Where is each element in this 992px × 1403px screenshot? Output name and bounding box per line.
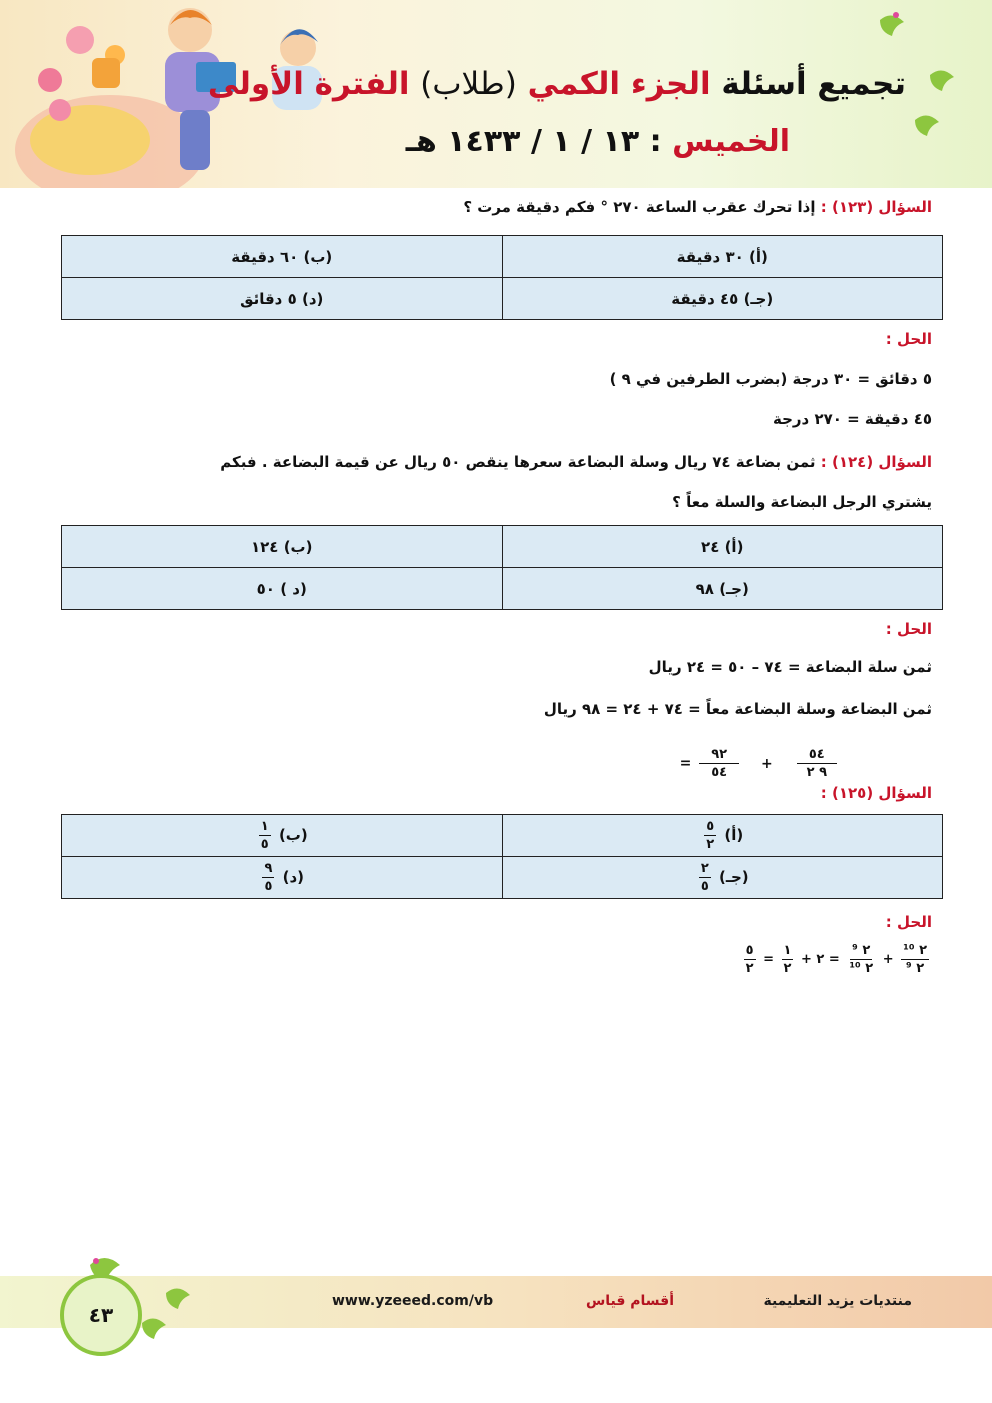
question-text: إذا تحرك عقرب الساعة ٢٧٠ ° فكم دقيقة مرت ؟ bbox=[463, 198, 816, 216]
fraction-numerator: ٥ bbox=[706, 819, 715, 834]
option-d bbox=[62, 857, 503, 899]
title-paren: (طلاب) bbox=[420, 66, 517, 102]
option-a bbox=[502, 815, 943, 857]
solution-fraction bbox=[744, 944, 756, 975]
option-label: (جـ) bbox=[719, 868, 749, 886]
expr-fraction-2 bbox=[699, 748, 739, 779]
equals-sign: = bbox=[679, 755, 692, 772]
question-123 bbox=[463, 198, 932, 216]
solution-expression bbox=[741, 944, 932, 975]
option-c bbox=[502, 857, 943, 899]
expr-fraction-1 bbox=[795, 748, 839, 779]
solution-line: ثمن سلة البضاعة = ٧٤ – ٥٠ = ٢٤ ريال bbox=[648, 658, 932, 676]
equals-term: = ٢ + bbox=[801, 952, 840, 967]
fraction-numerator: ٥ bbox=[745, 943, 754, 958]
fraction-denominator: ٢ bbox=[745, 961, 754, 976]
fraction-denominator: ٥ bbox=[260, 837, 269, 852]
option-fraction bbox=[259, 820, 271, 851]
fraction-denominator: ٢ bbox=[706, 837, 715, 852]
question-label: السؤال (١٢٣) : bbox=[820, 198, 932, 216]
solution-label: الحل : bbox=[885, 620, 932, 638]
option-c: (جـ) ٤٥ دقيقة bbox=[502, 278, 943, 320]
fraction-numerator: ٩٢ bbox=[699, 748, 739, 764]
title-highlight: الجزء الكمي bbox=[527, 66, 711, 102]
solution-line: ثمن البضاعة وسلة البضاعة معاً = ٧٤ + ٢٤ = ٩٨ ريال bbox=[543, 700, 932, 718]
page-number bbox=[60, 1274, 142, 1356]
fraction-numerator: ٥٤ bbox=[797, 748, 837, 764]
option-b: (ب) ٦٠ دقيقة bbox=[62, 236, 503, 278]
plus-sign: + bbox=[882, 952, 894, 967]
footer-section: أقسام قياس bbox=[585, 1293, 674, 1309]
solution-fraction bbox=[901, 944, 929, 975]
fraction-denominator: ٢ bbox=[783, 961, 792, 976]
solution-fraction bbox=[782, 944, 794, 975]
fraction-denominator: ٢ ⁹ bbox=[905, 961, 925, 976]
option-d: (د) ٥ دقائق bbox=[62, 278, 503, 320]
option-a: (أ) ٢٤ bbox=[502, 526, 943, 568]
page-number-text: ٤٣ bbox=[88, 1303, 114, 1327]
option-b bbox=[62, 815, 503, 857]
option-label: (أ) bbox=[724, 826, 744, 844]
title-part1: تجميع أسئلة bbox=[721, 66, 906, 102]
option-fraction bbox=[704, 820, 716, 851]
option-fraction bbox=[262, 862, 274, 893]
solution-label: الحل : bbox=[885, 913, 932, 931]
question-125-label bbox=[821, 784, 932, 802]
fraction-denominator: ٥٤ bbox=[711, 765, 728, 780]
option-label: (ب) bbox=[278, 826, 308, 844]
footer-forum-name: منتديات يزيد التعليمية bbox=[763, 1293, 912, 1309]
solution-fraction bbox=[847, 944, 875, 975]
fraction-numerator: ١ bbox=[260, 819, 269, 834]
option-c: (جـ) ٩٨ bbox=[502, 568, 943, 610]
options-table-123 bbox=[61, 235, 943, 320]
fraction-denominator: ٢ ¹⁰ bbox=[849, 961, 874, 976]
options-table-125 bbox=[61, 814, 943, 899]
fraction-numerator: ٩ bbox=[264, 861, 273, 876]
question-text-cont: يشتري الرجل البضاعة والسلة معاً ؟ bbox=[672, 493, 932, 511]
fraction-denominator: ٥ bbox=[700, 879, 709, 894]
fraction-denominator: ٥ bbox=[264, 879, 273, 894]
option-fraction bbox=[699, 862, 711, 893]
question-124 bbox=[220, 453, 932, 471]
solution-label: الحل : bbox=[885, 330, 932, 348]
solution-line: ٥ دقائق = ٣٠ درجة (بضرب الطرفين في ٩ ) bbox=[609, 370, 932, 388]
option-b: (ب) ١٢٤ bbox=[62, 526, 503, 568]
options-table-124 bbox=[61, 525, 943, 610]
question-label: السؤال (١٢٥) : bbox=[820, 784, 932, 802]
fraction-numerator: ٢ bbox=[700, 861, 709, 876]
solution-line: ٤٥ دقيقة = ٢٧٠ درجة bbox=[772, 410, 932, 428]
title-part2: الفترة الأولى bbox=[207, 66, 410, 102]
option-label: (د) bbox=[282, 868, 305, 886]
fraction-numerator: ٢ ¹⁰ bbox=[903, 943, 927, 958]
option-d: (د ) ٥٠ bbox=[62, 568, 503, 610]
question-label: السؤال (١٢٤) : bbox=[820, 453, 932, 471]
option-a: (أ) ٣٠ دقيقة bbox=[502, 236, 943, 278]
equals-sign: = bbox=[763, 952, 774, 967]
fraction-numerator: ١ bbox=[783, 943, 792, 958]
question-125-expression bbox=[680, 748, 842, 779]
plus-sign: + bbox=[760, 755, 773, 772]
footer-url-link[interactable]: www.yzeeed.com/vb bbox=[332, 1293, 494, 1309]
question-text: ثمن بضاعة ٧٤ ريال وسلة البضاعة سعرها ينقص ٥٠ ريال عن قيمة البضاعة . فبكم bbox=[220, 453, 816, 471]
date-value: : ١٣ / ١ / ١٤٣٣ هـ bbox=[405, 124, 662, 159]
fraction-numerator: ٢ ⁹ bbox=[852, 943, 871, 958]
date-label: الخميس bbox=[672, 124, 790, 159]
fraction-denominator: ٩ ٢ bbox=[806, 765, 827, 780]
